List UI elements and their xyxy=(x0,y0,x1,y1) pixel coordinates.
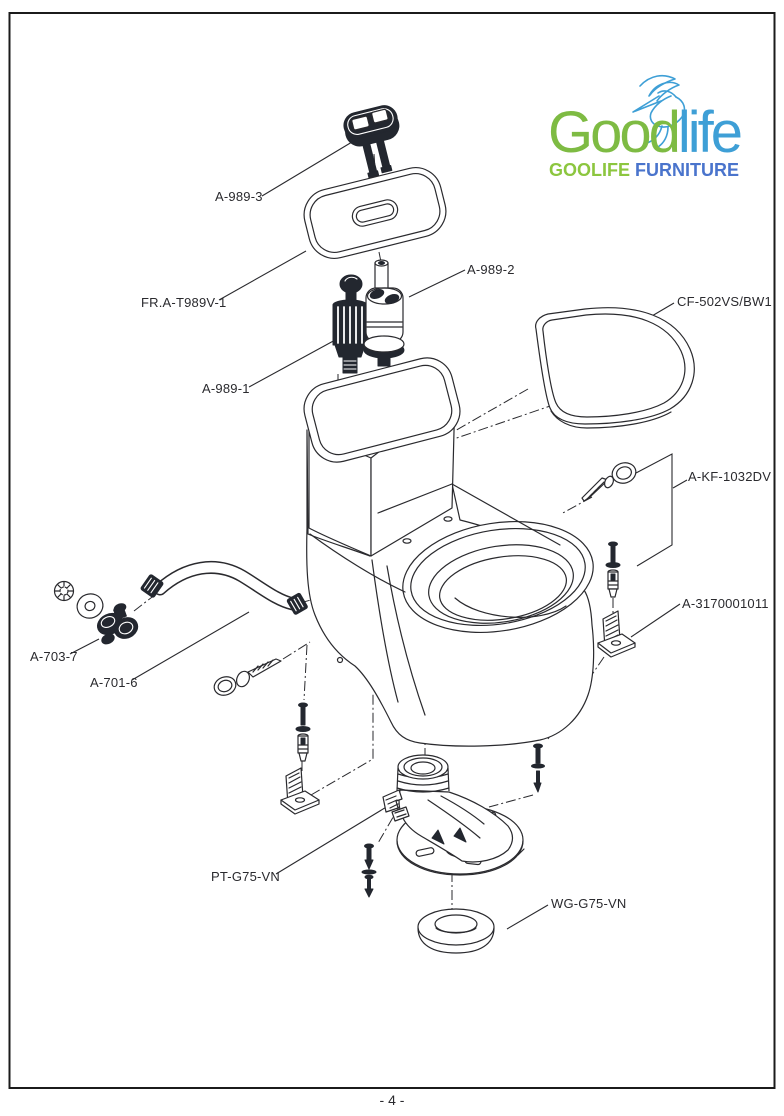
part-label-fill-valve: A-989-1 xyxy=(202,381,250,396)
part-label-anchor-bolt: A-3170001011 xyxy=(682,596,769,611)
part-label-outlet-flange: PT-G75-VN xyxy=(211,869,280,884)
anchor-bolt-left-drawing xyxy=(296,703,310,761)
brand-logo xyxy=(548,100,741,165)
page-number: - 4 - xyxy=(379,1092,405,1108)
brand-subtitle xyxy=(549,160,739,180)
part-label-flush-valve: A-989-2 xyxy=(467,262,515,277)
part-label-wax-ring: WG-G75-VN xyxy=(551,896,627,911)
outlet-flange-drawing xyxy=(383,755,524,875)
washers-drawing xyxy=(55,582,107,622)
flush-button-drawing xyxy=(341,103,410,181)
part-label-seat-screw: A-KF-1032DV xyxy=(688,469,772,484)
supply-hose-drawing xyxy=(140,567,308,614)
wax-ring-drawing xyxy=(418,909,494,953)
brand-subtitle-goolife: GOOLIFE xyxy=(549,160,630,180)
brand-logo-life: life xyxy=(677,100,741,165)
part-label-tank-lid: FR.A-T989V-1 xyxy=(141,295,227,310)
brand-logo-good: Good xyxy=(548,100,678,165)
angle-bracket-left-drawing xyxy=(281,768,319,814)
brand-subtitle-furniture: FURNITURE xyxy=(635,160,740,180)
part-label-seat-cover: CF-502VS/BW1 xyxy=(677,294,772,309)
part-label-angle-valve: A-703-7 xyxy=(30,649,78,664)
fixing-screw-left-drawing xyxy=(212,659,281,698)
flush-valve-drawing xyxy=(364,260,404,366)
fill-valve-drawing xyxy=(333,275,367,373)
anchor-bolt-right-drawing xyxy=(606,542,620,597)
seat-cover-drawing xyxy=(536,308,695,428)
part-label-flush-button: A-989-3 xyxy=(215,189,263,204)
tank-lid-drawing xyxy=(299,162,452,264)
angle-bracket-right-drawing xyxy=(598,611,635,657)
part-label-supply-hose: A-701-6 xyxy=(90,675,138,690)
seat-screw-drawing xyxy=(582,460,639,501)
